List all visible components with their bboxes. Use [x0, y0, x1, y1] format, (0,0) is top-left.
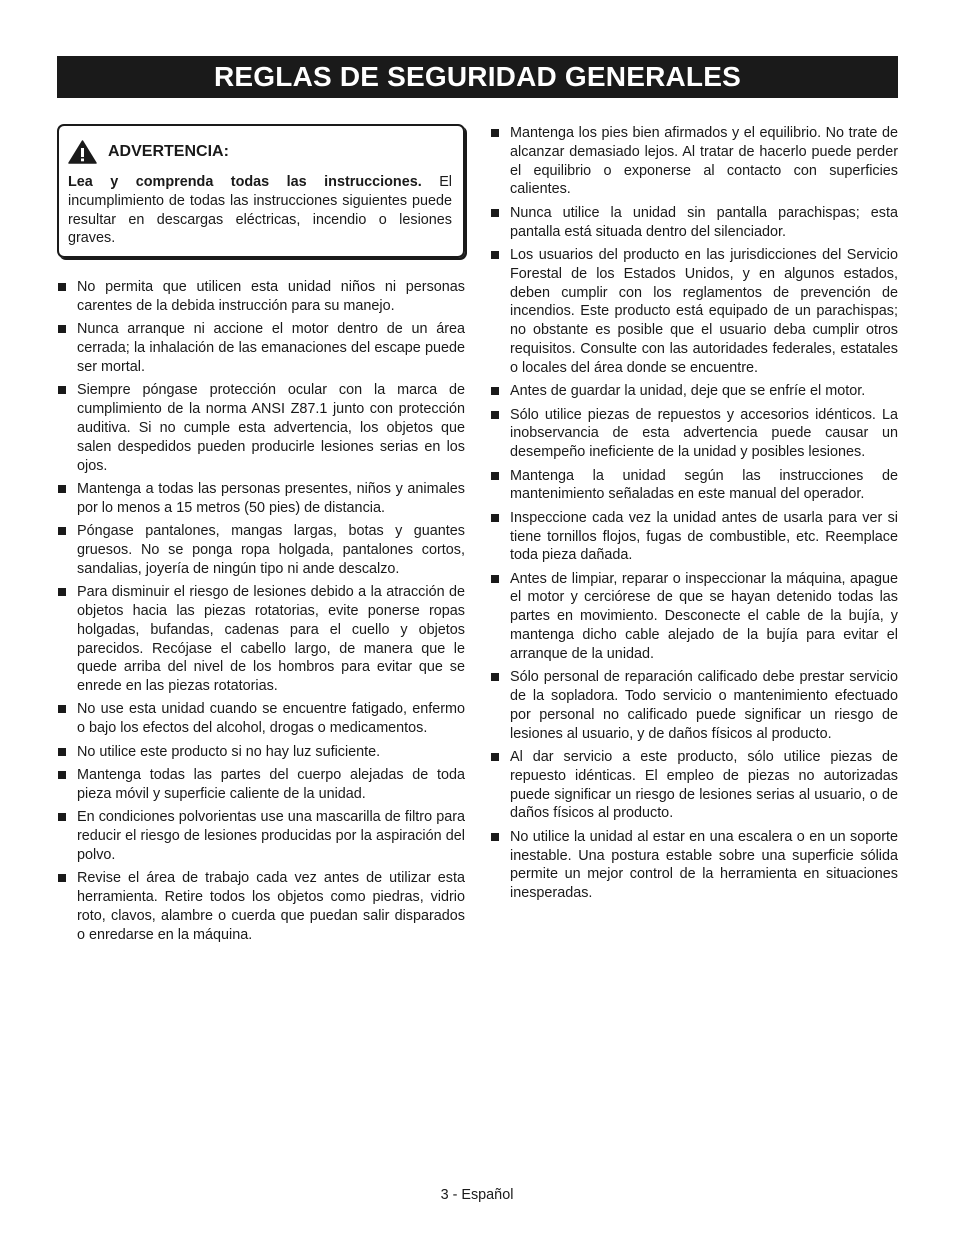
- square-bullet-icon: [58, 874, 66, 882]
- list-item: [57, 583, 465, 696]
- list-item: [490, 467, 898, 505]
- warning-lead: Lea y comprenda todas las instrucciones.: [68, 174, 422, 190]
- list-item-text: Mantenga los pies bien afirmados y el equilibrio. No trate de alcanzar demasiado lejos. Al tratar de hacerlo puede perder el equilibrio o exponerse al contacto con superficies calientes.: [510, 125, 898, 198]
- list-item-text: Mantenga a todas las personas presentes, niños y animales por lo menos a 15 metros (50 pies) de distancia.: [77, 480, 465, 516]
- list-item: [57, 700, 465, 738]
- square-bullet-icon: [491, 209, 499, 217]
- page-footer: 3 - Español: [440, 1187, 514, 1203]
- list-item-text: Al dar servicio a este producto, sólo utilice piezas de repuesto idénticas. El empleo de piezas no autorizadas puede significar un riesgo de lesiones serias al usuario, o de daños físicos al producto.: [510, 749, 898, 822]
- list-item-text: No use esta unidad cuando se encuentre fatigado, enfermo o bajo los efectos del alcohol, drogas o medicamentos.: [77, 701, 465, 737]
- list-item-text: Revise el área de trabajo cada vez antes de utilizar esta herramienta. Retire todos los objetos como piedras, vidrio roto, clavos, alambre o cuerda que puedan salir disparados o enredarse en la máquina.: [77, 870, 465, 943]
- list-item-text: Nunca arranque ni accione el motor dentro de un área cerrada; la inhalación de las emanaciones del escape puede ser mortal.: [77, 321, 465, 375]
- square-bullet-icon: [58, 527, 66, 535]
- list-item-text: Inspeccione cada vez la unidad antes de usarla para ver si tiene tornillos flojos, fugas de combustible, etc. Reemplace toda pieza dañada.: [510, 509, 898, 564]
- page-title-bar: [57, 56, 898, 98]
- list-item: [490, 382, 898, 401]
- square-bullet-icon: [58, 588, 66, 596]
- warning-body: El incumplimiento de todas las instrucciones siguientes puede resultar en descargas eléctricas, incendio o lesiones graves.: [68, 174, 452, 247]
- list-item: [490, 204, 898, 242]
- list-item: [490, 668, 898, 743]
- list-item-text: Póngase pantalones, mangas largas, botas y guantes gruesos. No se ponga ropa holgada, pantalones cortos, sandalias, joyería de ningún tipo ni ande descalzo.: [77, 523, 465, 577]
- square-bullet-icon: [58, 771, 66, 779]
- page-title: REGLAS DE SEGURIDAD GENERALES: [214, 61, 741, 92]
- list-item-text: En condiciones polvorientas use una mascarilla de filtro para reducir el riesgo de lesiones producidas por la aspiración del polvo.: [77, 809, 465, 863]
- list-item-text: Para disminuir el riesgo de lesiones debido a la atracción de objetos hacia las piezas rotatorias, evite ponerse ropas holgadas, bufandas, cadenas para el cuello y objetos parecidos. Recójase el cabello largo, de manera que le quede arriba del nivel de los hombros para evitar que se enrede en las piezas rotatorias.: [77, 584, 465, 695]
- list-item-text: Nunca utilice la unidad sin pantalla parachispas; esta pantalla está situada dentro del silenciador.: [510, 204, 898, 240]
- list-item: [57, 808, 465, 864]
- square-bullet-icon: [491, 251, 499, 259]
- right-bullet-list: [490, 124, 898, 903]
- warning-header: [68, 140, 452, 164]
- square-bullet-icon: [491, 472, 499, 480]
- square-bullet-icon: [491, 833, 499, 841]
- left-column: [57, 124, 465, 949]
- list-item: [490, 124, 898, 199]
- square-bullet-icon: [491, 129, 499, 137]
- square-bullet-icon: [491, 575, 499, 583]
- list-item-text: Antes de guardar la unidad, deje que se enfríe el motor.: [510, 383, 866, 400]
- square-bullet-icon: [58, 813, 66, 821]
- list-item: [57, 522, 465, 578]
- square-bullet-icon: [58, 485, 66, 493]
- list-item-text: Sólo personal de reparación calificado debe prestar servicio de la sopladora. Todo servicio o mantenimiento efectuado por personal no calificado puede significar un riesgo de lesiones al usuario, y de daños físicos al producto.: [510, 669, 898, 742]
- list-item-text: Los usuarios del producto en las jurisdicciones del Servicio Forestal de los Estados Unidos, y en algunos estados, deben cumplir con los reglamentos de prevención de incendios. Este producto está equipado de un parachispas; no obstante es posible que el usuario deba cumplir otros requisitos. Consulte con las autoridades federales, estatales o locales del área donde se encuentre.: [510, 246, 898, 376]
- warning-triangle-icon: [68, 140, 97, 164]
- square-bullet-icon: [491, 411, 499, 419]
- list-item: [490, 509, 898, 565]
- list-item: [490, 570, 898, 664]
- list-item: [57, 480, 465, 518]
- list-item: [490, 748, 898, 823]
- warning-heading: ADVERTENCIA:: [108, 142, 229, 160]
- list-item-text: Siempre póngase protección ocular con la marca de cumplimiento de la norma ANSI Z87.1 junto con protección auditiva. Si no cumple esta advertencia, los objetos que salen despedidos pueden producirle lesiones serias en los ojos.: [77, 382, 465, 474]
- list-item: [490, 246, 898, 378]
- square-bullet-icon: [58, 705, 66, 713]
- left-bullet-list: [57, 278, 465, 944]
- list-item: [57, 381, 465, 475]
- list-item: [57, 278, 465, 316]
- list-item: [57, 320, 465, 376]
- list-item-text: Mantenga la unidad según las instrucciones de mantenimiento señaladas en este manual del operador.: [510, 467, 898, 503]
- square-bullet-icon: [58, 283, 66, 291]
- right-column: [490, 124, 898, 908]
- warning-text: [68, 173, 452, 248]
- list-item: [490, 828, 898, 903]
- square-bullet-icon: [58, 386, 66, 394]
- warning-box: [57, 124, 465, 258]
- list-item: [57, 743, 465, 762]
- square-bullet-icon: [491, 673, 499, 681]
- square-bullet-icon: [491, 387, 499, 395]
- square-bullet-icon: [58, 748, 66, 756]
- list-item-text: Mantenga todas las partes del cuerpo alejadas de toda pieza móvil y superficie caliente de la unidad.: [77, 767, 465, 802]
- list-item-text: Sólo utilice piezas de repuestos y accesorios idénticos. La inobservancia de esta advertencia puede causar un desempeño ineficiente de la unidad y posibles lesiones.: [510, 406, 898, 461]
- list-item-text: Antes de limpiar, reparar o inspeccionar la máquina, apague el motor y cerciórese de que se hayan detenido todas las partes en movimiento. Desconecte el cable de la bujía, y mantenga dicho cable alejado de la bujía para evitar el arranque de la unidad.: [510, 570, 898, 662]
- square-bullet-icon: [491, 753, 499, 761]
- list-item: [57, 869, 465, 944]
- square-bullet-icon: [58, 325, 66, 333]
- list-item-text: No utilice este producto si no hay luz suficiente.: [77, 743, 381, 760]
- list-item: [57, 766, 465, 804]
- square-bullet-icon: [491, 514, 499, 522]
- list-item-text: No utilice la unidad al estar en una escalera o en un soporte inestable. Una postura estable sobre una superficie sólida permite un mejor control de la herramienta en situaciones inesperadas.: [510, 828, 898, 902]
- list-item: [490, 406, 898, 462]
- list-item-text: No permita que utilicen esta unidad niños ni personas carentes de la debida instrucción para su manejo.: [77, 279, 465, 314]
